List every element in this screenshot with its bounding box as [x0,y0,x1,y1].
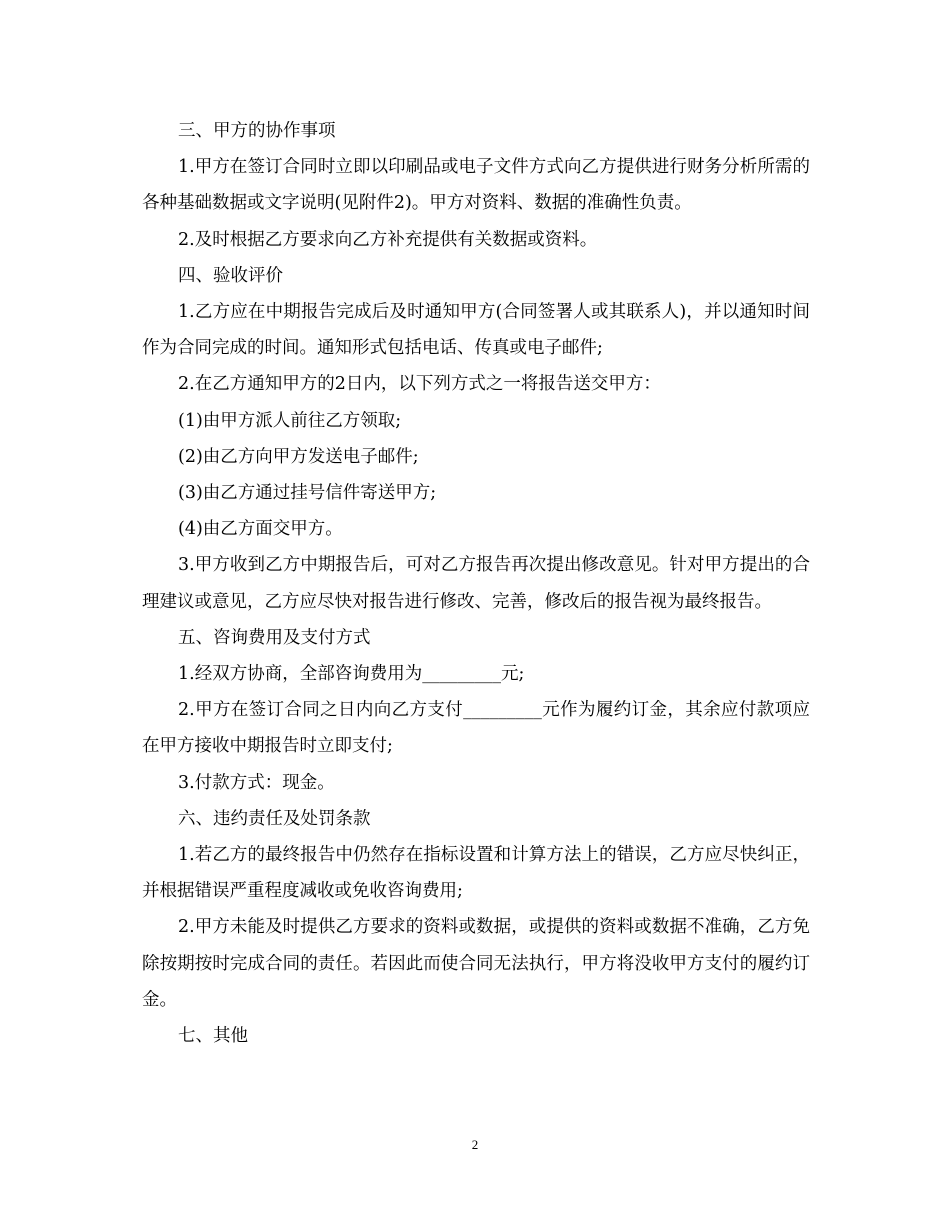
paragraph: 3.付款方式：现金。 [178,772,335,793]
paragraph: 2.甲方未能及时提供乙方要求的资料或数据，或提供的资料或数据不准确，乙方免除按期按时完成合同的责任。若因此而使合同无法执行，甲方将没收甲方支付的履约订金。 [142,917,810,1010]
list-item: (4)由乙方面交甲方。 [178,519,343,540]
section-heading-4: 四、验收评价 [178,265,283,286]
paragraph: 2.甲方在签订合同之日内向乙方支付_________元作为履约订金，其余应付款项应在甲方接收中期报告时立即支付; [142,700,810,757]
section-heading-5: 五、咨询费用及支付方式 [178,627,371,648]
paragraph: 1.乙方应在中期报告完成后及时通知甲方(合同签署人或其联系人)，并以通知时间作为合同完成的时间。通知形式包括电话、传真或电子邮件; [142,302,810,359]
list-item: (3)由乙方通过挂号信件寄送甲方; [178,483,437,504]
section-heading-3: 三、甲方的协作事项 [178,121,336,141]
section-heading-6: 六、违约责任及处罚条款 [178,808,371,829]
page-number: 2 [471,1137,479,1152]
paragraph: 2.及时根据乙方要求向乙方补充提供有关数据或资料。 [178,229,598,250]
paragraph: 1.若乙方的最终报告中仍然存在指标设置和计算方法上的错误，乙方应尽快纠正，并根据错误严重程度减收或免收咨询费用; [142,845,810,902]
list-item: (1)由甲方派人前往乙方领取; [178,410,402,431]
paragraph: 3.甲方收到乙方中期报告后，可对乙方报告再次提出修改意见。针对甲方提出的合理建议或意见，乙方应尽快对报告进行修改、完善，修改后的报告视为最终报告。 [142,555,810,612]
section-heading-7: 七、其他 [178,1026,248,1047]
paragraph: 1.甲方在签订合同时立即以印刷品或电子文件方式向乙方提供进行财务分析所需的各种基础数据或文字说明(见附件2)。甲方对资料、数据的准确性负责。 [142,157,810,214]
list-item: (2)由乙方向甲方发送电子邮件; [178,446,419,467]
document-body [142,113,810,1054]
paragraph: 2.在乙方通知甲方的2日内，以下列方式之一将报告送交甲方： [178,374,661,395]
paragraph: 1.经双方协商，全部咨询费用为_________元; [178,664,525,685]
